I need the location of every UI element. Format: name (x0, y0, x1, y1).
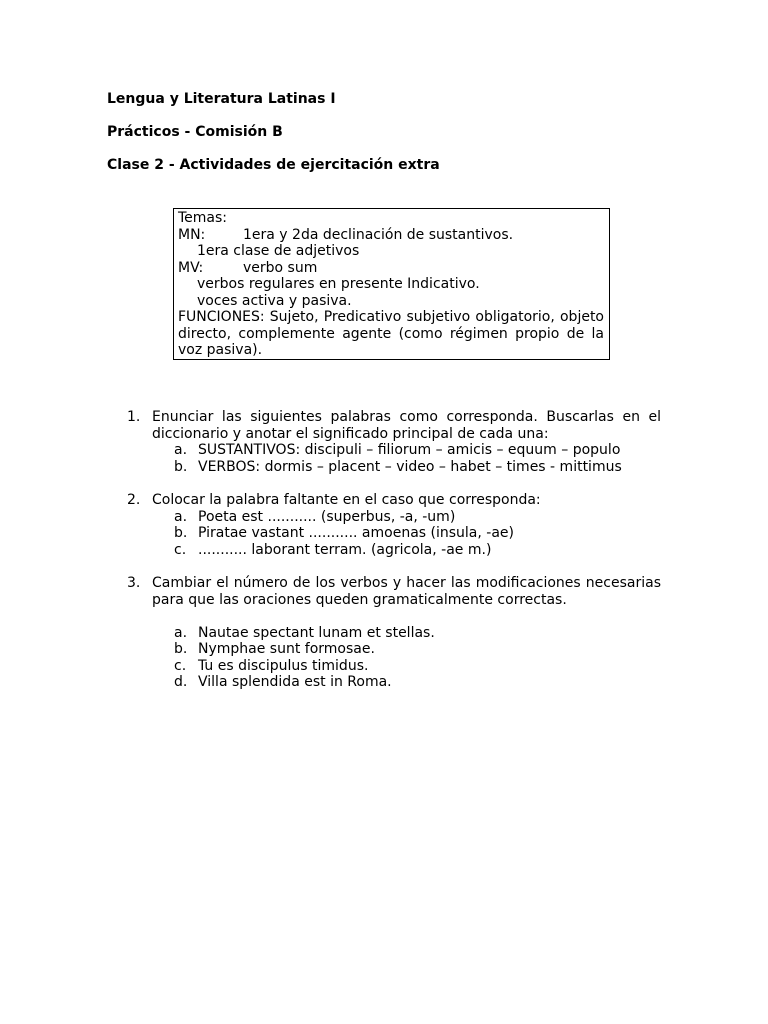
exercise-2-items (174, 509, 661, 559)
exercise-1-line1: Enunciar las siguientes palabras como corresponda. Buscarlas en el (152, 409, 661, 425)
topics-mv-line2: verbos regulares en presente Indicativo. (197, 276, 480, 292)
exercise-1-items (174, 442, 661, 475)
list-item (174, 509, 661, 526)
item-letter: a. (174, 624, 188, 641)
list-item (174, 525, 661, 542)
exercise-3-items (174, 625, 661, 691)
exercise-number: 1. (127, 409, 141, 425)
topics-box (173, 208, 610, 360)
exercise-1-instructions (152, 409, 661, 442)
list-item (174, 641, 661, 658)
exercise-number: 3. (127, 575, 141, 591)
item-letter: c. (174, 541, 187, 558)
item-text: Piratae vastant ........... amoenas (insula, -ae) (198, 525, 514, 541)
exercise-3 (127, 575, 661, 691)
topics-functions-line3: voz pasiva). (178, 342, 263, 358)
spacer (127, 608, 661, 625)
lesson-title: Clase 2 - Actividades de ejercitación extra (107, 157, 440, 173)
item-text: VERBOS: dormis – placent – video – habet – times - mittimus (198, 458, 622, 475)
exercise-2-instructions (152, 492, 661, 509)
item-letter: b. (174, 458, 188, 475)
topics-mn-line2: 1era clase de adjetivos (197, 243, 360, 259)
item-letter: b. (174, 641, 188, 657)
item-letter: b. (174, 525, 188, 541)
item-text: Villa splendida est in Roma. (198, 674, 392, 690)
topics-mn-line1: 1era y 2da declinación de sustantivos. (243, 226, 514, 243)
topics-mv-line1: verbo sum (243, 259, 318, 276)
list-item (174, 625, 661, 642)
list-item (174, 658, 661, 675)
item-text: Nautae spectant lunam et stellas. (198, 624, 435, 641)
topics-mn-row (178, 227, 604, 244)
exercise-3-instructions (152, 575, 661, 608)
list-item (174, 442, 661, 459)
topics-title: Temas: (178, 210, 228, 226)
list-item (174, 674, 661, 691)
item-text: SUSTANTIVOS: discipuli – filiorum – amicis – equum – populo (198, 442, 621, 458)
topics-functions-line1: FUNCIONES: Sujeto, Predicativo subjetivo obligatorio, objeto (178, 309, 604, 325)
item-letter: a. (174, 508, 188, 525)
item-text: Nymphae sunt formosae. (198, 641, 375, 657)
list-item (174, 542, 661, 559)
group-title: Prácticos - Comisión B (107, 124, 283, 140)
exercise-number: 2. (127, 492, 141, 508)
exercise-2 (127, 492, 661, 558)
item-text: ........... laborant terram. (agricola, -ae m.) (198, 541, 492, 558)
topics-mv-label: MV: (178, 259, 204, 276)
exercise-2-line1: Colocar la palabra faltante en el caso que corresponda: (152, 492, 541, 508)
item-letter: a. (174, 442, 188, 458)
exercise-1-line2: diccionario y anotar el significado principal de cada una: (152, 425, 549, 442)
item-text: Tu es discipulus timidus. (198, 657, 369, 674)
item-letter: c. (174, 657, 187, 674)
topics-functions-line2: directo, complemente agente (como régimen propio de la (178, 325, 604, 342)
exercise-3-line1: Cambiar el número de los verbos y hacer las modificaciones necesarias (152, 575, 661, 591)
course-title: Lengua y Literatura Latinas I (107, 91, 336, 107)
topics-mn-label: MN: (178, 226, 206, 243)
exercise-3-line2: para que las oraciones queden gramaticalmente correctas. (152, 591, 567, 608)
exercise-1 (127, 409, 661, 475)
topics-mv-line3: voces activa y pasiva. (197, 292, 352, 309)
item-text: Poeta est ........... (superbus, -a, -um) (198, 508, 456, 525)
item-letter: d. (174, 674, 188, 690)
topics-mv-row (178, 260, 604, 277)
list-item (174, 459, 661, 476)
